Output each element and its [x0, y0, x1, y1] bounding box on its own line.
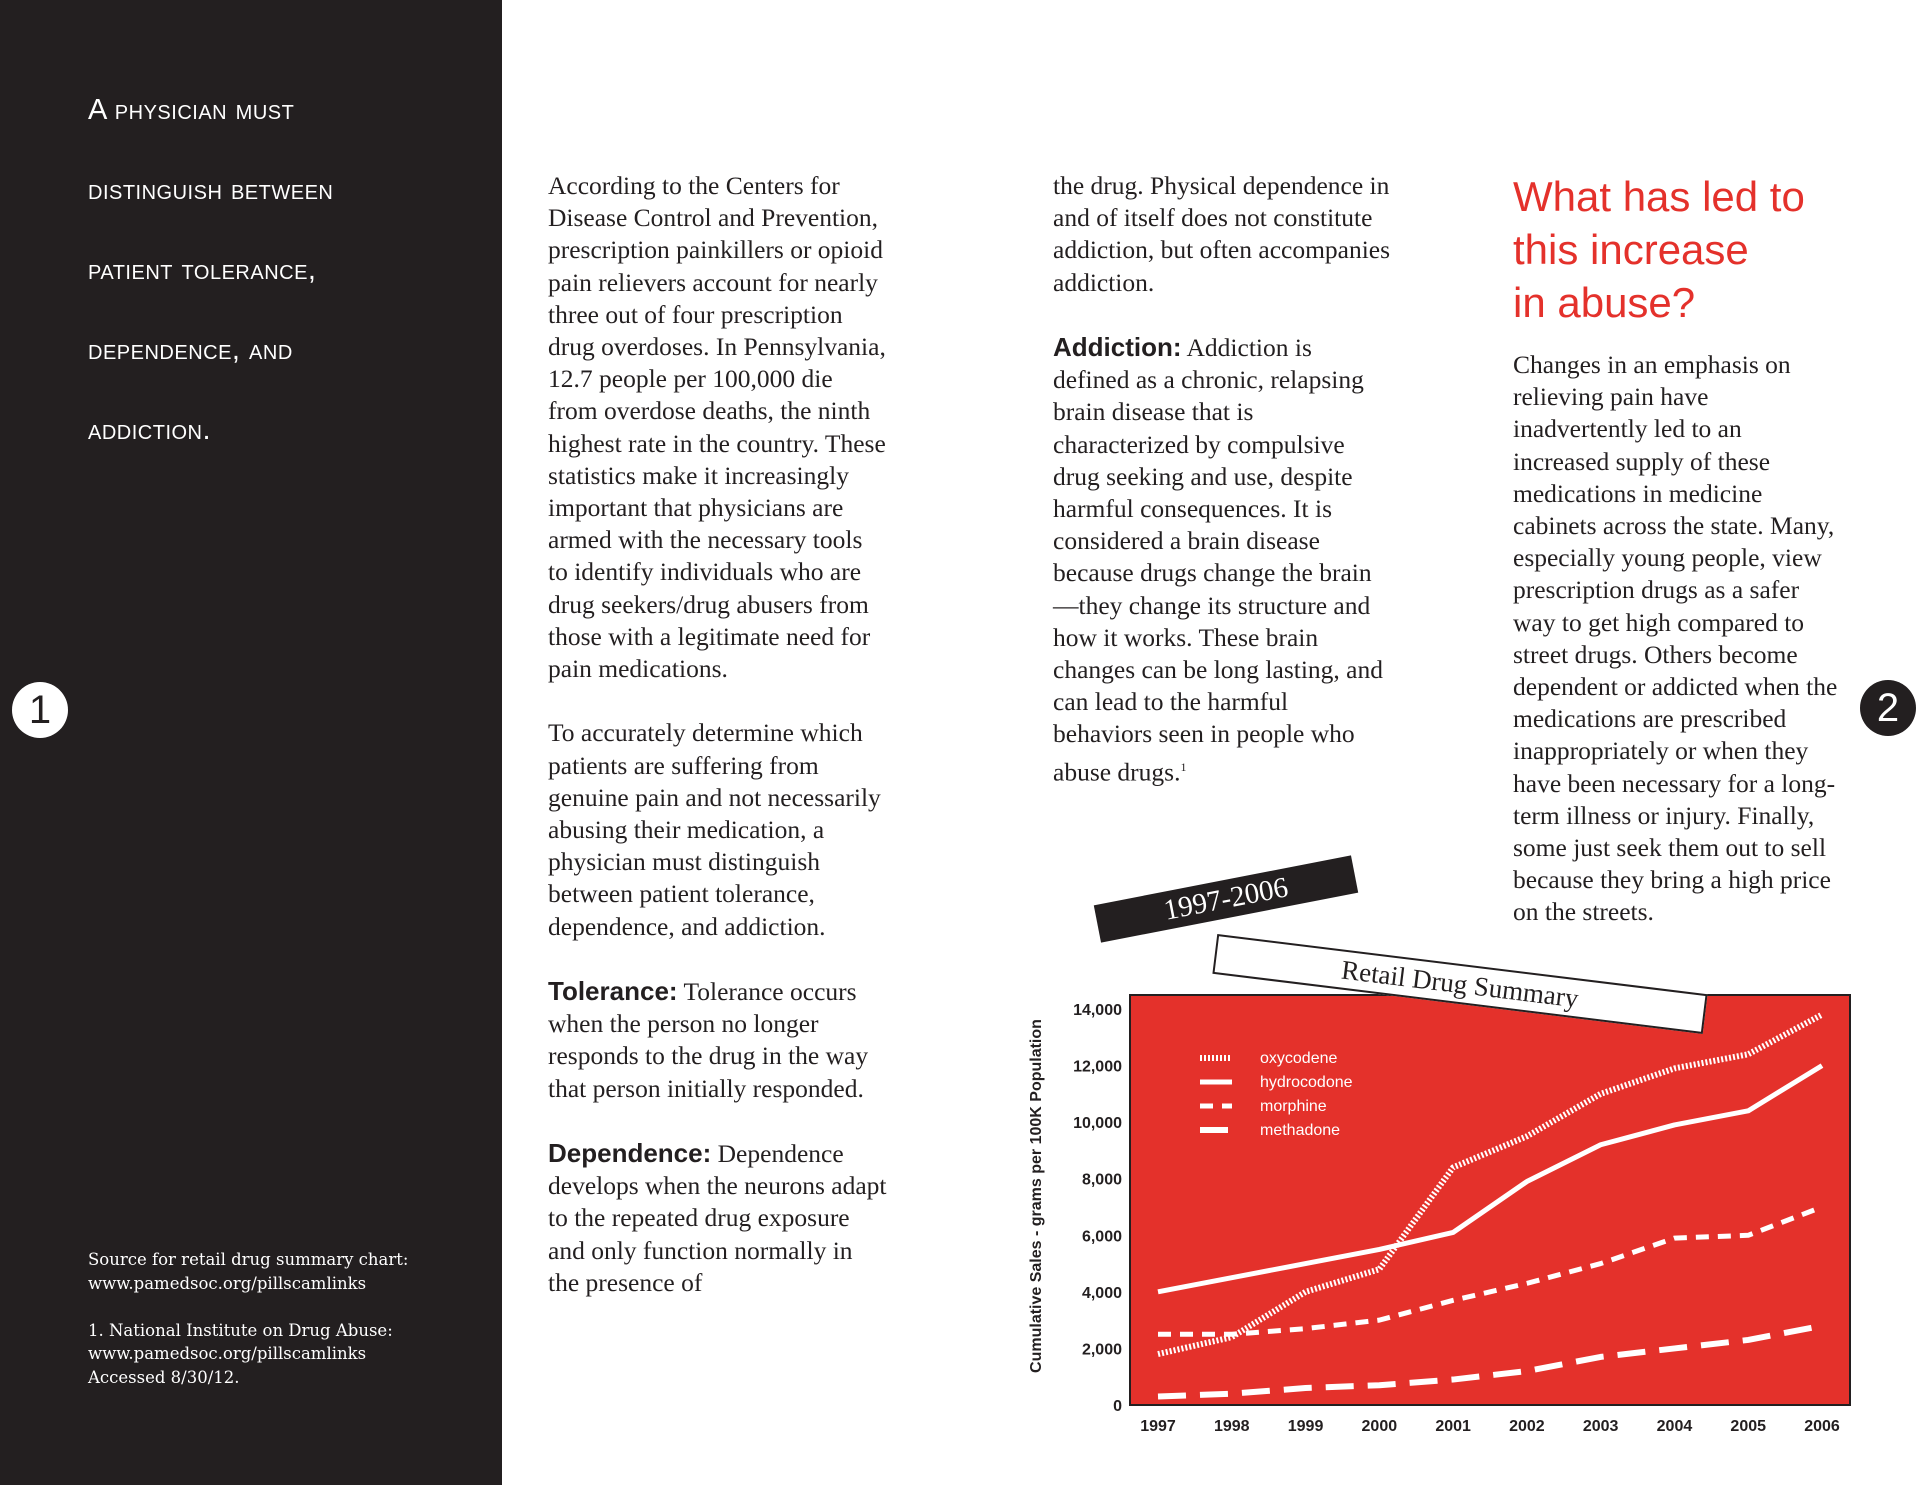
- pull-quote-line: addiction.: [88, 414, 212, 446]
- chart-title: Retail Drug Summary: [1212, 934, 1707, 1034]
- legend-label: methadone: [1260, 1122, 1341, 1139]
- x-tick-label: 2006: [1804, 1418, 1840, 1435]
- pull-quote-line: patient tolerance,: [88, 254, 317, 286]
- y-tick-label: 8,000: [1081, 1171, 1122, 1189]
- dependence-term: Dependence:: [548, 1138, 712, 1169]
- y-tick-label: 0: [1113, 1398, 1122, 1415]
- x-tick-label: 1998: [1213, 1418, 1250, 1435]
- x-tick-label: 2003: [1582, 1418, 1619, 1435]
- section-heading: What has led to this increase in abuse?: [1513, 173, 1805, 326]
- x-tick-label: 2001: [1435, 1418, 1471, 1435]
- y-tick-label: 10,000: [1073, 1115, 1122, 1133]
- addiction-text: Addiction is defined as a chronic, relapsing brain disease that is characterized by compulsive drug seeking and use, despite harmful consequences. It is considered a brain disease because drugs change the brain—they change its structure and how it works. These brain changes can be long lasting, and can lead to the harmful behaviors seen in people who abuse drugs.: [1053, 333, 1383, 787]
- text-column-2: [1053, 170, 1393, 821]
- y-tick-label: 14,000: [1073, 1002, 1122, 1019]
- text-column-3: [1513, 170, 1843, 961]
- pull-quote-line: dependence, and: [88, 334, 293, 366]
- tolerance-definition: [548, 975, 888, 1105]
- y-tick-label: 12,000: [1073, 1058, 1122, 1076]
- chart-svg: [1020, 850, 1850, 1450]
- legend-label: oxycodene: [1260, 1050, 1338, 1067]
- pull-quote-line: distinguish between: [88, 174, 334, 206]
- dependence-text: Dependence develops when the neurons adapt to the repeated drug exposure and only function normally in the presence of: [548, 1139, 887, 1297]
- body-paragraph: the drug. Physical dependence in and of itself does not constitute addiction, but often accompanies addiction.: [1053, 171, 1391, 297]
- addiction-definition: [1053, 331, 1393, 788]
- chart-y-axis-label: Cumulative Sales - grams per 100K Population: [1028, 1019, 1045, 1373]
- x-tick-label: 2005: [1730, 1418, 1767, 1435]
- y-tick-label: 2,000: [1081, 1341, 1122, 1359]
- y-tick-label: 6,000: [1081, 1228, 1122, 1246]
- x-tick-label: 1999: [1287, 1418, 1324, 1435]
- body-paragraph: Changes in an emphasis on relieving pain have inadvertently led to an increased supply of these medications in medicine cabinets across the state. Many, especially young people, view prescription drugs as a safer way to get high compared to street drugs. Others become dependent or addicted when the medications are prescribed inappropriately or when they have been necessary for a long-term illness or injury. Finally, some just seek them out to sell because they bring a high price on the streets.: [1513, 350, 1838, 927]
- chart-subtitle: 1997-2006: [1094, 855, 1358, 942]
- body-paragraph: To accurately determine which patients are suffering from genuine pain and not necessarily abusing their medication, a physician must distinguish between patient tolerance, dependence, and addiction.: [548, 718, 881, 941]
- tolerance-term: Tolerance:: [548, 976, 678, 1007]
- legend-label: morphine: [1260, 1098, 1327, 1115]
- sources: [88, 1248, 478, 1413]
- x-tick-label: 2004: [1656, 1418, 1693, 1435]
- footnote-marker: 1: [1180, 759, 1187, 774]
- x-tick-label: 1997: [1140, 1418, 1176, 1435]
- page-number-2: 2: [1860, 680, 1916, 736]
- pull-quote: [88, 70, 468, 470]
- addiction-term: Addiction:: [1053, 332, 1182, 362]
- pull-quote-line: A physician must: [88, 94, 295, 126]
- x-tick-label: 2002: [1509, 1418, 1545, 1435]
- dependence-definition: [548, 1137, 888, 1299]
- text-column-1: [548, 170, 888, 1331]
- y-tick-label: 4,000: [1081, 1284, 1122, 1302]
- body-paragraph: According to the Centers for Disease Control and Prevention, prescription painkillers or opioid pain relievers account for nearly three out of four prescription drug overdoses. In Pennsylvania, 12.7 people per 100,000 die from overdose deaths, the ninth highest rate in the country. These statistics make it increasingly important that physicians are armed with the necessary tools to identify individuals who are drug seekers/drug abusers from those with a legitimate need for pain medications.: [548, 171, 886, 684]
- footnote: 1. National Institute on Drug Abuse: www.pamedsoc.org/pillscamlinks Accessed 8/30/12.: [88, 1320, 393, 1387]
- sidebar: [0, 0, 502, 1485]
- page-number-1: 1: [12, 682, 68, 738]
- x-tick-label: 2000: [1361, 1418, 1398, 1435]
- chart-source-note: Source for retail drug summary chart: www.pamedsoc.org/pillscamlinks: [88, 1250, 409, 1293]
- legend-label: hydrocodone: [1260, 1074, 1353, 1091]
- tolerance-text: Tolerance occurs when the person no longer responds to the drug in the way that person initially responded.: [548, 977, 869, 1103]
- retail-drug-chart: [1020, 850, 1850, 1450]
